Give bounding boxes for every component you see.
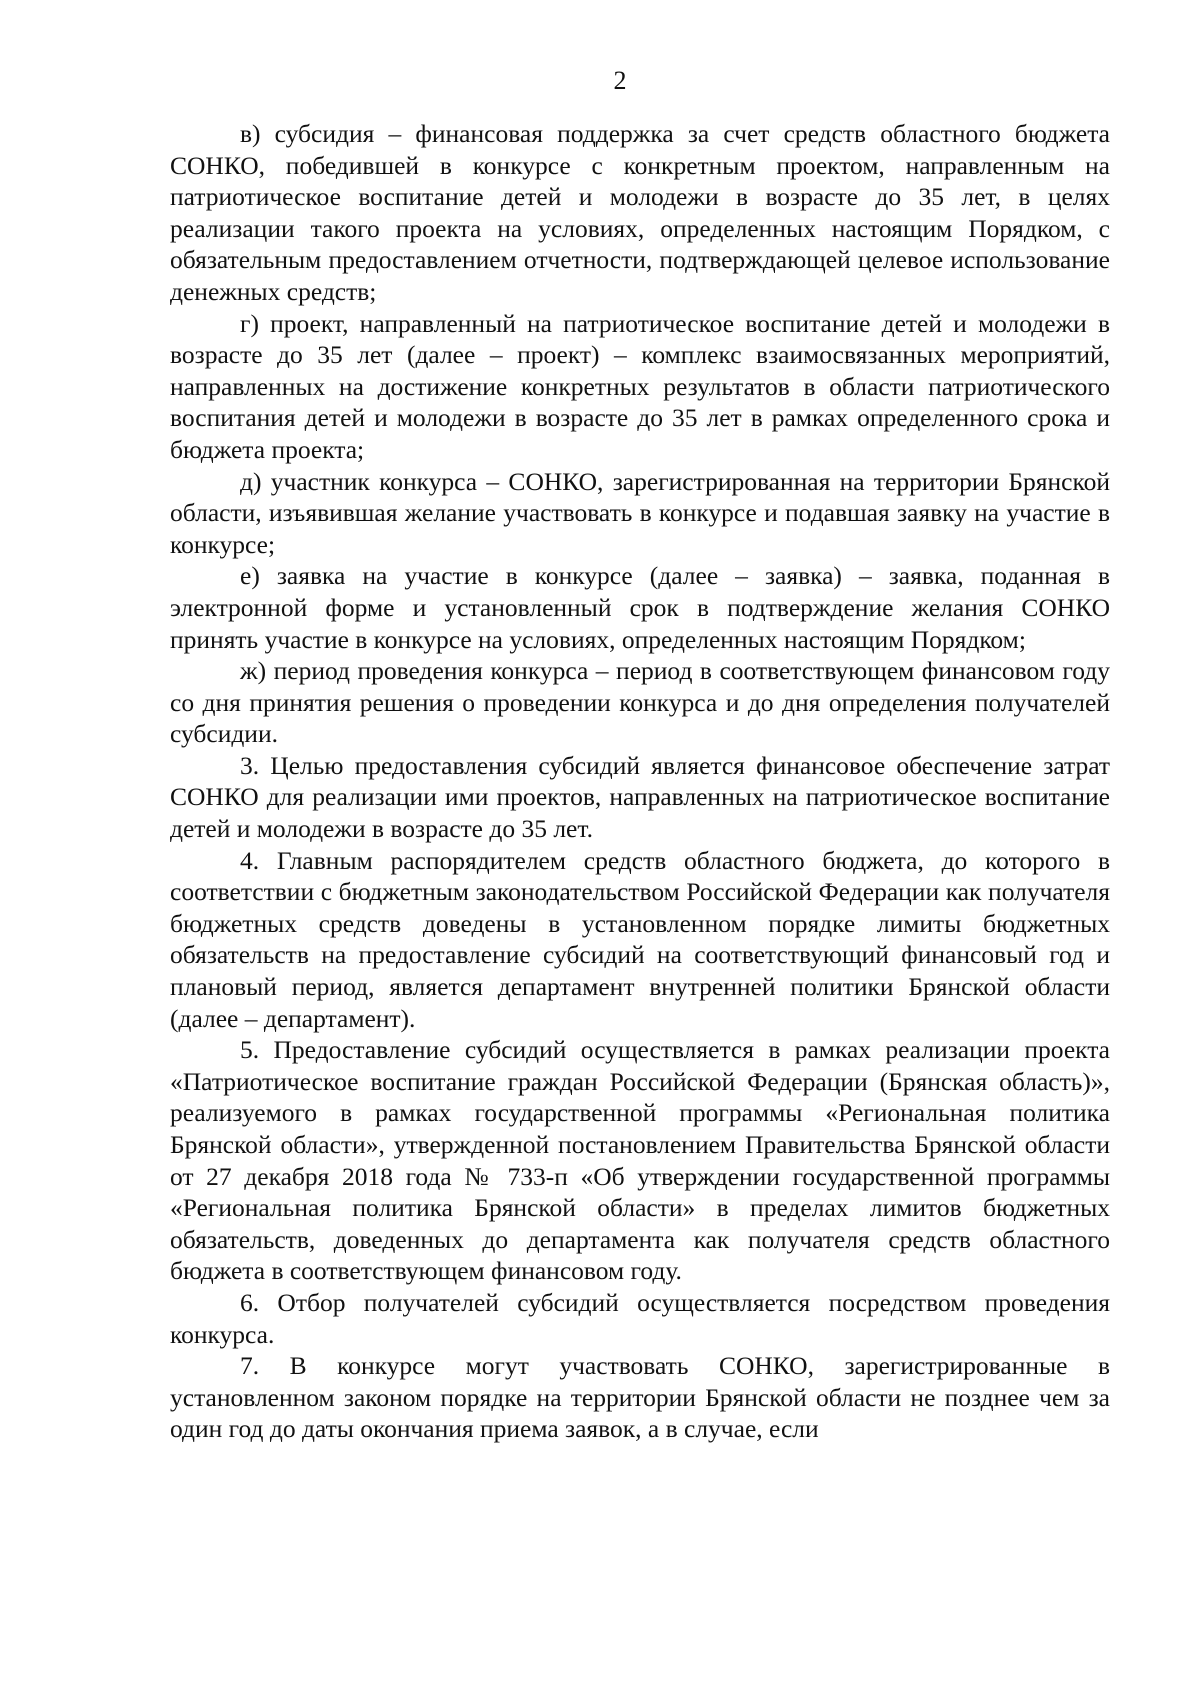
paragraph-e-application-definition: е) заявка на участие в конкурсе (далее – заявка) – заявка, поданная в электронной форме и установленный срок в подтверждение желания СОНКО принять участие в конкурсе на условиях, определенных настоящим Порядком; [170,561,1110,654]
paragraph-7-eligibility: 7. В конкурсе могут участвовать СОНКО, зарегистрированные в установленном законом порядке на территории Брянской области не позднее чем за один год до даты окончания приема заявок, а в случае, если [170,1351,1110,1444]
document-body [170,118,1110,1445]
paragraph-zh-contest-period-definition: ж) период проведения конкурса – период в соответствующем финансовом году со дня принятия решения о проведении конкурса и до дня определения получателей субсидии. [170,656,1110,749]
paragraph-6-selection: 6. Отбор получателей субсидий осуществляется посредством проведения конкурса. [170,1287,1110,1349]
paragraph-4-main-administrator: 4. Главным распорядителем средств областного бюджета, до которого в соответствии с бюджетным законодательством Российской Федерации как получателя бюджетных средств доведены в установленном порядке лимиты бюджетных обязательств на предоставление субсидий на соответствующий финансовый год и плановый период, является департамент внутренней политики Брянской области (далее – департамент). [170,845,1110,1033]
paragraph-v-subsidy-definition: в) субсидия – финансовая поддержка за счет средств областного бюджета СОНКО, победившей в конкурсе с конкретным проектом, направленным на патриотическое воспитание детей и молодежи в возрасте до 35 лет, в целях реализации такого проекта на условиях, определенных настоящим Порядком, с обязательным предоставлением отчетности, подтверждающей целевое использование денежных средств; [170,119,1110,306]
paragraph-5-program-framework: 5. Предоставление субсидий осуществляется в рамках реализации проекта «Патриотическое воспитание граждан Российской Федерации (Брянская область)», реализуемого в рамках государственной программы «Региональная политика Брянской области», утвержденной постановлением Правительства Брянской области от 27 декабря 2018 года № 733-п «Об утверждении государственной программы «Региональная политика Брянской области» в пределах лимитов бюджетных обязательств, доведенных до департамента как получателя средств областного бюджета в соответствующем финансовом году. [170,1035,1110,1286]
page-number: 2 [613,66,627,95]
paragraph-3-purpose: 3. Целью предоставления субсидий является финансовое обеспечение затрат СОНКО для реализации ими проектов, направленных на патриотическое воспитание детей и молодежи в возрасте до 35 лет. [170,750,1110,844]
paragraph-g-project-definition: г) проект, направленный на патриотическое воспитание детей и молодежи в возрасте до 35 лет (далее – проект) – комплекс взаимосвязанных мероприятий, направленных на достижение конкретных результатов в области патриотического воспитания детей и молодежи в возрасте до 35 лет в рамках определенного срока и бюджета проекта; [170,308,1110,464]
paragraph-d-participant-definition: д) участник конкурса – СОНКО, зарегистрированная на территории Брянской области, изъявившая желание участвовать в конкурсе и подавшая заявку на участие в конкурсе; [170,466,1110,559]
